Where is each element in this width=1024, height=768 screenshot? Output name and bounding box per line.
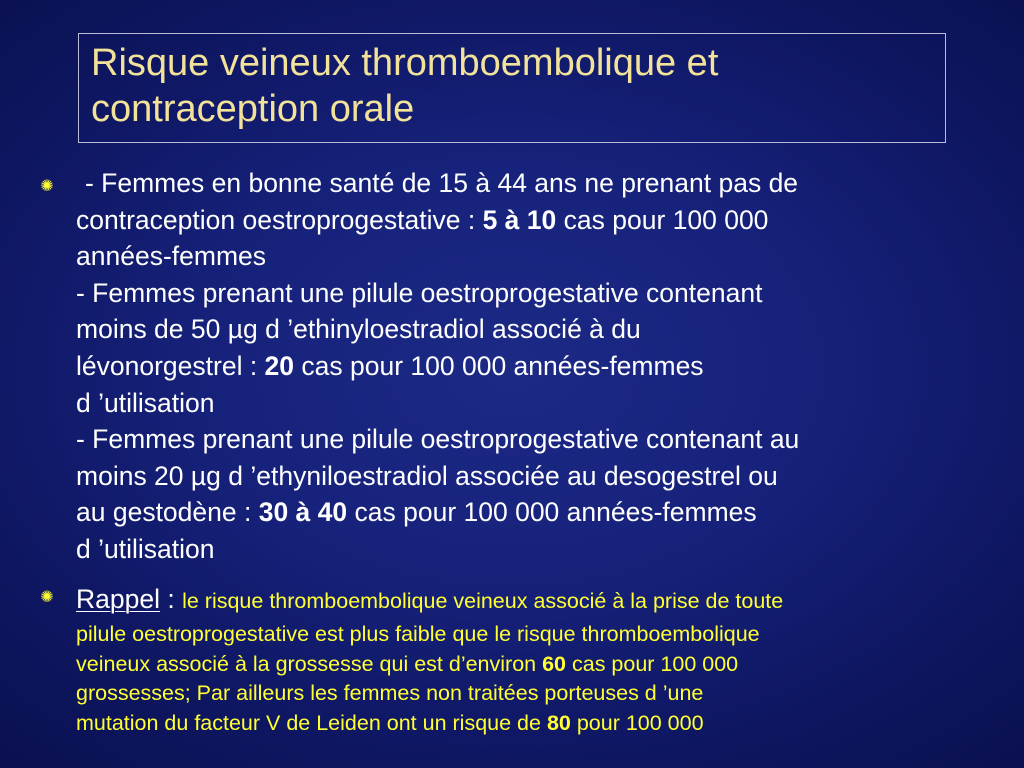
text-span: lévonorgestrel : xyxy=(76,350,265,381)
text-span: cas pour 100 000 années-femmes xyxy=(347,497,757,528)
text-line: d ’utilisation xyxy=(76,387,215,418)
text-line xyxy=(76,650,1021,680)
text-span: contraception oestroprogestative : xyxy=(76,204,483,235)
rate-value: 60 xyxy=(542,651,567,676)
text-span: cas pour 100 000 années-femmes xyxy=(294,350,704,381)
bullet-rappel xyxy=(76,583,1021,738)
text-line: d ’utilisation xyxy=(76,533,215,564)
text-span: au gestodène : xyxy=(76,497,259,528)
text-span: le risque thromboembolique veineux associé à la prise de toute xyxy=(182,589,784,613)
text-line xyxy=(76,348,1021,385)
text-line: - Femmes en bonne santé de 15 à 44 ans ne prenant pas de xyxy=(85,168,799,198)
rate-value: 30 à 40 xyxy=(258,497,348,528)
text-line: années-femmes xyxy=(76,241,267,272)
bullet-risk-rates xyxy=(76,165,1021,568)
text-line: - Femmes prenant une pilule oestroprogestative contenant xyxy=(76,277,763,308)
slide-title: Risque veineux thromboembolique et contraception orale xyxy=(91,42,719,130)
title-box xyxy=(78,33,946,143)
text-line xyxy=(76,202,1021,239)
asterisk-bullet-icon: ✺ xyxy=(40,589,54,606)
rate-value: 20 xyxy=(264,350,295,381)
text-span: pour 100 000 xyxy=(570,710,704,735)
text-span: mutation du facteur V de Leiden ont un risque de xyxy=(76,710,547,735)
text-line: grossesses; Par ailleurs les femmes non traitées porteuses d ’une xyxy=(76,681,704,705)
rappel-label: Rappel xyxy=(76,584,160,614)
text-span: cas pour 100 000 xyxy=(566,651,739,676)
text-line: moins 20 µg d ’ethyniloestradiol associée au desogestrel ou xyxy=(76,460,778,491)
text-line xyxy=(76,709,1021,739)
text-line xyxy=(76,583,1021,620)
text-span: : xyxy=(159,584,183,614)
rate-value: 80 xyxy=(546,710,571,735)
text-line: moins de 50 µg d ’ethinyloestradiol associé à du xyxy=(76,314,641,345)
text-line: pilule oestroprogestative est plus faible que le risque thromboembolique xyxy=(76,622,760,646)
text-span: veineux associé à la grossesse qui est d’environ xyxy=(76,651,543,676)
text-line: - Femmes prenant une pilule oestroprogestative contenant au xyxy=(76,424,800,455)
asterisk-bullet-icon: ✺ xyxy=(40,178,54,195)
text-span: cas pour 100 000 xyxy=(556,204,769,235)
rate-value: 5 à 10 xyxy=(482,204,557,235)
text-line xyxy=(76,494,1021,531)
